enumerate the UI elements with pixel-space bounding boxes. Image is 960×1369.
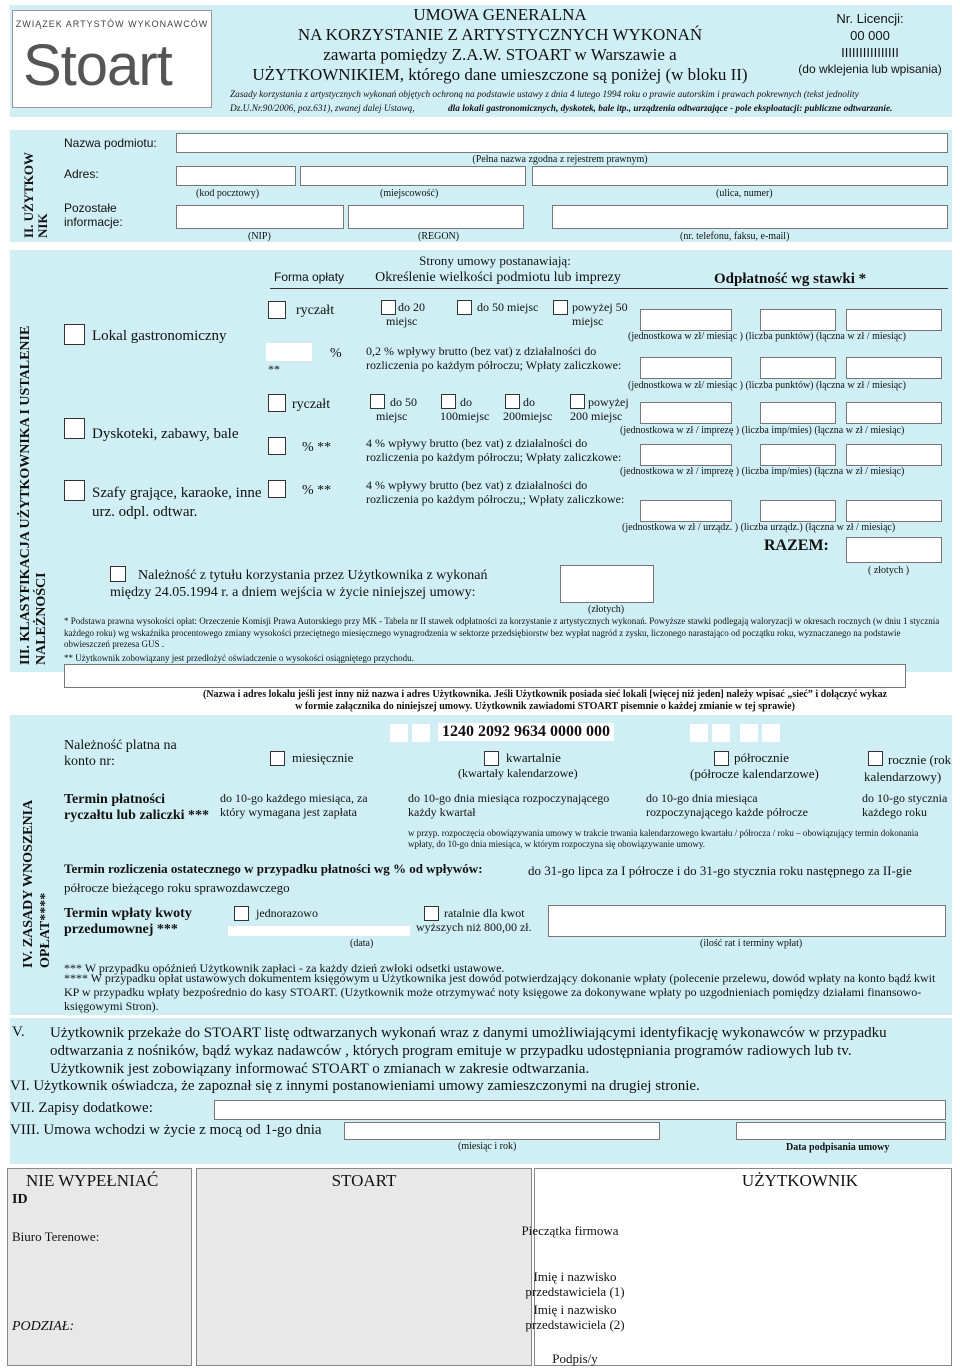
razem-currency: ( złotych ): [868, 565, 910, 576]
r1-opt3-label: powyżej 50 miejsc: [572, 300, 628, 328]
termin-monthly: do 10-go każdego miesiąca, za który wymagana jest zapłata: [220, 791, 368, 819]
ratalnie-label: ratalnie dla kwot wyższych niż 800,00 zł.: [416, 906, 532, 934]
r1-opt3-checkbox[interactable]: [553, 300, 568, 315]
r2-amount-1[interactable]: [640, 402, 732, 424]
logo-caption: ZWIĄZEK ARTYSTÓW WYKONAWCÓW: [15, 19, 209, 29]
konto-seg-1: [390, 724, 408, 742]
r1-opt2-label: do 50 miejsc: [477, 300, 539, 314]
contract-title-3: zawarta pomiędzy Z.A.W. STOART w Warszawie a: [323, 45, 677, 64]
r3-amount-3[interactable]: [846, 500, 942, 522]
category-jukebox-checkbox[interactable]: [64, 480, 85, 501]
termin-quarterly: do 10-go dnia miesiąca rozpoczynającego każdy kwartał: [408, 791, 610, 819]
r2-zal-2[interactable]: [760, 444, 836, 466]
data-hint: (data): [350, 938, 374, 949]
office-podzial: PODZIAŁ:: [12, 1319, 75, 1334]
rep2-field[interactable]: [650, 1304, 948, 1334]
r2-opt2-label: do 100miejsc: [440, 395, 490, 423]
header-underline: [270, 288, 948, 289]
street-hint: (ulica, numer): [716, 188, 773, 199]
clause-vi: VI. Użytkownik oświadcza, że zapoznał się z innymi postanowieniami umowy zamieszczonymi na drugiej stronie.: [10, 1078, 700, 1094]
r1-units: (jednostkowa w zł/ miesiąc ) (liczba punktów) (łączna w zł / miesiąc): [628, 331, 906, 342]
stoart-logo: [12, 10, 212, 108]
license-note: (do wklejenia lub wpisania): [798, 62, 942, 76]
freq-quarterly-label: kwartalnie: [506, 750, 561, 765]
r1-zal-2[interactable]: [760, 357, 836, 379]
sign-date-hint: Data podpisania umowy: [786, 1142, 890, 1153]
pct-2-checkbox[interactable]: [268, 437, 286, 455]
odplatnosc-header: Odpłatność wg stawki *: [714, 271, 867, 287]
other-info-label: Pozostałe informacje:: [64, 201, 123, 229]
r2-opt1-label: do 50 miejsc: [376, 395, 417, 423]
logo-wordmark: Stoart: [23, 33, 172, 98]
r2-pct-text: 4 % wpływy brutto (bez vat) z działalności do rozliczenia po każdym półroczu; Wpłaty zaliczkowe:: [366, 436, 622, 464]
pct-1-stars: **: [268, 362, 280, 376]
contract-title-1: UMOWA GENERALNA: [413, 5, 587, 24]
r3-amount-2[interactable]: [760, 500, 836, 522]
rules-line-1: Zasady korzystania z artystycznych wykonań objętych ochroną na podstawie ustawy z dnia 4 lutego 1994 roku o prawie autorskim i prawach pokrewnych (tekst jednolity: [230, 90, 859, 100]
raty-field[interactable]: [548, 905, 946, 937]
pct-1-sign: %: [330, 346, 342, 361]
rozliczenie-text: do 31-go lipca za I półrocze i do 31-go stycznia roku następnego za II-gie półrocze bieżącego roku sprawozdawczego: [64, 863, 912, 895]
konto-seg-5: [740, 724, 758, 742]
name-field[interactable]: [176, 133, 948, 153]
przedumowna-label: Termin wpłaty kwoty przedumownej ***: [64, 906, 192, 938]
stamp-area[interactable]: [650, 1196, 948, 1260]
footnote-stawki: * Podstawa prawna wysokości opłat: Orzeczenie Komisji Prawa Autorskiego przy MK - Tabela nr II stawek odpłatności za korzystanie z artystycznych wykonań. Powyższe stawki podlegają waloryzacji w okresach rocznych (w dniu 1 stycznia każdego roku) wg wskaźnika procentowego zmiany wysokości przeciętnego miesięcznego wynagrodzenia w sektorze przedsiębiorstw bez wypłat nagród z zysku, liczonego narastająco od początku roku, wyznaczanego na podstawie obwieszczeń prezesa GUS .: [64, 616, 940, 649]
contract-title-4: UŻYTKOWNIKIEM, którego dane umieszczone są poniżej (w bloku II): [252, 65, 748, 84]
r1-amount-3[interactable]: [846, 309, 942, 331]
user-sign-header: UŻYTKOWNIK: [741, 1171, 859, 1190]
pct-3-label: % **: [302, 483, 332, 498]
naleznosc-currency: (złotych): [588, 604, 625, 615]
address-label: Adres:: [64, 167, 99, 181]
r1-amount-2[interactable]: [760, 309, 836, 331]
freq-halfyear-checkbox[interactable]: [714, 751, 729, 766]
r3-units: (jednostkowa w zł / urządz. ) (liczba urządz.) (łączna w zł / miesiąc): [622, 522, 896, 533]
freq-yearly-label: rocznie (rok kalendarzowy): [864, 752, 952, 784]
name-hint: (Pełna nazwa zgodna z rejestrem prawnym): [472, 154, 648, 165]
termin-note: w przyp. rozpoczęcia obowiązywania umowy w trakcie trwania kalendarzowego kwartału / półrocza / roku – obowiązujący termin dokonania wpłaty, do 10-go dnia miesiąca, w którym rozpoczyna się obowiązywanie umowy.: [408, 828, 919, 849]
category-disco-label: Dyskoteki, zabawy, bale: [92, 426, 239, 442]
konto-seg-6: [762, 724, 780, 742]
lokal-note: (Nazwa i adres lokalu jeśli jest inny niż nazwa i adres Użytkownika. Jeśli Użytkownik posiada sieć lokali [więcej niż jeden] należy wpisać „sieć” i dołączyć wykaz w formie załącznika do niniejszej umowy. Użytkownik zawiadomi STOART pisemnie o każdej zmianie w tej sprawie): [202, 689, 888, 712]
office-id: ID: [12, 1192, 28, 1207]
r2-amount-2[interactable]: [760, 402, 836, 424]
office-header: NIE WYPEŁNIAĆ: [26, 1171, 159, 1190]
category-jukebox-label: Szafy grające, karaoke, inne urz. odpl. odtwar.: [92, 485, 262, 520]
zapisy-field[interactable]: [214, 1100, 946, 1120]
rules-line-2b: dla lokali gastronomicznych, dyskotek, bale itp., urządzenia odtwarzające - pole eksploatacji: publiczne odtwarzanie.: [448, 104, 893, 114]
termin-yearly: do 10-go stycznia każdego roku: [862, 791, 948, 819]
office-biuro: Biuro Terenowe:: [12, 1229, 100, 1244]
contact-hint: (nr. telefonu, faksu, e-mail): [680, 231, 790, 242]
regon-hint: (REGON): [418, 231, 460, 242]
rozliczenie-label: Termin rozliczenia ostatecznego w przypadku płatności wg % od wpływów:: [64, 861, 483, 876]
nip-field[interactable]: [176, 205, 344, 229]
postal-hint: (kod pocztowy): [196, 188, 260, 199]
stamp-label: Pieczątka firmowa: [521, 1223, 619, 1238]
razem-label: RAZEM:: [764, 537, 829, 554]
block-ii-label: II. UŻYTKOW NIK: [21, 152, 50, 238]
category-gastro-label: Lokal gastronomiczny: [92, 328, 227, 344]
contact-field[interactable]: [552, 205, 948, 229]
contract-title-2: NA KORZYSTANIE Z ARTYSTYCZNYCH WYKONAŃ: [297, 25, 703, 44]
r2-zal-3[interactable]: [846, 444, 942, 466]
freq-monthly-checkbox[interactable]: [270, 751, 285, 766]
data-field[interactable]: [228, 926, 410, 936]
ryczalt-1-checkbox[interactable]: [268, 301, 286, 319]
r1-pct-text: 0,2 % wpływy brutto (bez vat) z działalności do rozliczenia po każdym półroczu; Wpłaty zaliczkowe:: [366, 344, 622, 372]
r2-zal-units: (jednostkowa w zł / imprezę ) (liczba imp/mies) (łączna w zł / miesiąc): [620, 466, 905, 477]
r1-opt2-checkbox[interactable]: [457, 300, 472, 315]
razem-field[interactable]: [846, 537, 942, 563]
account-number: 1240 2092 9634 0000 000: [438, 723, 614, 741]
forma-header: Forma opłaty: [274, 270, 345, 284]
strony-header-2: Określenie wielkości podmiotu lub imprezy: [375, 270, 621, 285]
stoart-sign-box: [196, 1168, 532, 1366]
freq-halfyear-note: (półrocze kalendarzowe): [690, 766, 819, 781]
naleznosc-line-1: Należność z tytułu korzystania przez Użytkownika z wykonań: [138, 568, 488, 583]
rep2-label: Imię i nazwisko przedstawiciela (2): [525, 1302, 625, 1332]
license-number: 00 000: [850, 28, 890, 43]
strony-header-1: Strony umowy postanawiają:: [419, 253, 571, 268]
city-hint: (miejscowość): [380, 188, 439, 199]
ryczalt-2-checkbox[interactable]: [268, 394, 286, 412]
clause-v-number: V.: [12, 1024, 25, 1040]
category-gastro-checkbox[interactable]: [64, 324, 85, 345]
name-label: Nazwa podmiotu:: [64, 136, 157, 150]
jednorazowo-label: jednorazowo: [256, 906, 318, 920]
freq-halfyear-label: półrocznie: [734, 750, 789, 765]
ryczalt-1-label: ryczałt: [296, 303, 335, 318]
naleznosc-line-2: między 24.05.1994 r. a dniem wejścia w życie niniejszej umowy:: [110, 585, 476, 600]
termin-label: Termin płatności ryczałtu lub zaliczki ***: [64, 792, 210, 824]
naleznosc-amount[interactable]: [560, 565, 654, 603]
street-field[interactable]: [532, 166, 948, 186]
postal-code-field[interactable]: [176, 166, 296, 186]
block-iv-label: IV. ZASADY WNOSZENIA OPŁAT****: [21, 800, 53, 968]
signature-field[interactable]: [650, 1340, 948, 1364]
rep1-field[interactable]: [650, 1268, 948, 1298]
freq-monthly-label: miesięcznie: [292, 750, 354, 765]
r1-zal-units: (jednostkowa w zł/ miesiąc ) (liczba punktów) (łączna w zł / miesiąc): [628, 380, 906, 391]
r1-opt1-label: do 20 miejsc: [386, 300, 425, 328]
r1-zal-3[interactable]: [846, 357, 942, 379]
block-iii-label: III. KLASYFIKACJA UŻYTKOWNIKA I USTALENIE NALEŻNOŚCI: [18, 325, 49, 665]
r2-opt4-label: powyżej 200 miejsc: [570, 395, 629, 423]
regon-field[interactable]: [348, 205, 524, 229]
nip-hint: (NIP): [248, 231, 271, 242]
sign-date-field[interactable]: [736, 1122, 946, 1140]
r3-amount-1[interactable]: [640, 500, 732, 522]
r2-units: (jednostkowa w zł / imprezę ) (liczba imp/mies) (łączna w zł / miesiąc): [620, 425, 905, 436]
r1-amount-1[interactable]: [640, 309, 732, 331]
license-label: Nr. Licencji:: [836, 11, 904, 26]
termin-halfyear: do 10-go dnia miesiąca rozpoczynającego każde półrocze: [646, 791, 808, 819]
konto-seg-3: [690, 724, 708, 742]
signature-label: Podpis/y: [552, 1351, 598, 1366]
r2-opt3-label: do 200miejsc: [503, 395, 553, 423]
rep1-label: Imię i nazwisko przedstawiciela (1): [525, 1269, 625, 1299]
r2-amount-3[interactable]: [846, 402, 942, 424]
clause-vii: VII. Zapisy dodatkowe:: [10, 1100, 153, 1116]
footnote-oswiadczenie: ** Użytkownik zobowiązany jest przedłożyć oświadczenie o wysokości osiągniętego przychodu.: [64, 653, 414, 663]
clause-v-text: Użytkownik przekaże do STOART listę odtwarzanych wykonań wraz z danymi umożliwiającymi identyfikację wykonawców w przypadku odtwarzania z nośników, bądź wykaz nadawców , których program emituje w przypadku udostępniania programów radiowych lub tv. Użytkownik jest zobowiązany informować STOART o zmianach w zakresie odtwarzania.: [50, 1025, 887, 1077]
r1-zal-1[interactable]: [640, 357, 732, 379]
stoart-sign-header: STOART: [331, 1171, 397, 1190]
jednorazowo-checkbox[interactable]: [234, 906, 249, 921]
start-month-hint: (miesiąc i rok): [458, 1141, 517, 1152]
rules-line-2a: Dz.U.Nr.90/2006, poz.631), zwanej dalej Ustawą,: [230, 104, 415, 114]
ryczalt-2-label: ryczałt: [292, 397, 331, 412]
note-odsetki: *** W przypadku opóźnień Użytkownik zapłaci - za każdy dzień zwłoki odsetki ustawowe.: [64, 961, 505, 975]
license-barcode: IIIIIIIIIIIIIIII: [841, 45, 899, 60]
raty-hint: (ilość rat i terminy wpłat): [700, 938, 803, 949]
r2-zal-1[interactable]: [640, 444, 732, 466]
lokal-field[interactable]: [64, 664, 906, 688]
pct-3-checkbox[interactable]: [268, 480, 286, 498]
konto-seg-4: [712, 724, 730, 742]
freq-quarterly-checkbox[interactable]: [484, 751, 499, 766]
office-box: [7, 1168, 192, 1366]
pct-1-box[interactable]: [266, 343, 312, 361]
city-field[interactable]: [300, 166, 526, 186]
naleznosc-checkbox[interactable]: [110, 566, 126, 582]
pct-2-label: % **: [302, 440, 332, 455]
konto-label: Należność platna na konto nr:: [64, 738, 177, 770]
freq-quarterly-note: (kwartały kalendarzowe): [458, 766, 578, 780]
clause-viii: VIII. Umowa wchodzi w życie z mocą od 1-go dnia: [10, 1122, 322, 1138]
start-month-field[interactable]: [344, 1122, 660, 1140]
note-ksiegowe: **** W przypadku opłat ustawowych dokumentem księgowym u Użytkownika jest dowód potwierdzający dokonanie wpłaty (polecenie przelewu, dowód wpłaty na konto bądź kwit KP w przypadku wpłaty bezpośrednio do kasy STOART. (Użytkownik może otrzymywać noty księgowe za dokonywane wpłaty po uzgodnieniach pomiędzy działami finansowo-księgowymi Stron).: [64, 971, 936, 1013]
category-disco-checkbox[interactable]: [64, 418, 85, 439]
r3-pct-text: 4 % wpływy brutto (bez vat) z działalności do rozliczenia po każdym półroczu,; Wpłaty zaliczkowe:: [366, 478, 625, 506]
konto-seg-2: [412, 724, 430, 742]
